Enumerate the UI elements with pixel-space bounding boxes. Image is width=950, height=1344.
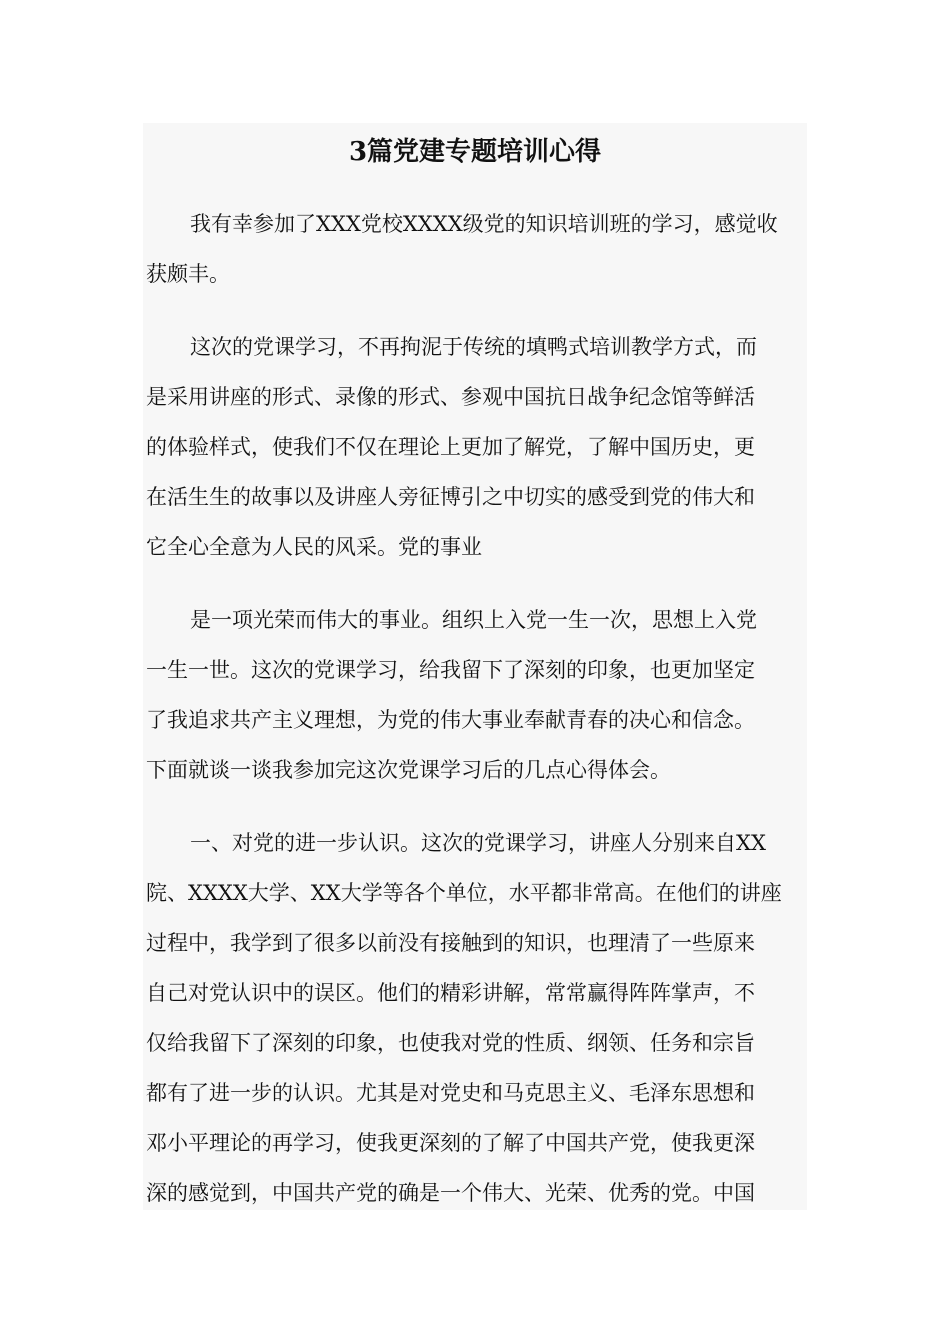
paragraph-2 [146,322,804,572]
paragraph-line: 是采用讲座的形式、录像的形式、参观中国抗日战争纪念馆等鲜活 [146,385,755,409]
paragraph-3 [146,595,804,795]
paragraph-line: 在活生生的故事以及讲座人旁征博引之中切实的感受到党的伟大和 [146,485,755,509]
document-title: 3篇党建专题培训心得 [348,137,602,167]
paragraph-1 [146,199,804,299]
paragraph-line: 一、对党的进一步认识。这次的党课学习，讲座人分别来自XX [190,831,766,855]
paragraph-line: 它全心全意为人民的风采。党的事业 [146,535,482,559]
paragraph-line: 院、XXXX大学、XX大学等各个单位，水平都非常高。在他们的讲座 [146,881,782,905]
document-body [146,199,804,1241]
paragraph-line: 这次的党课学习，不再拘泥于传统的填鸭式培训教学方式，而 [190,335,757,359]
paragraph-line: 我有幸参加了XXX党校XXXX级党的知识培训班的学习，感觉收 [190,212,778,236]
paragraph-line: 深的感觉到，中国共产党的确是一个伟大、光荣、优秀的党。中国 [146,1181,755,1205]
paragraph-4 [146,818,804,1218]
paragraph-line: 了我追求共产主义理想，为党的伟大事业奉献青春的决心和信念。 [146,708,755,732]
paragraph-line: 下面就谈一谈我参加完这次党课学习后的几点心得体会。 [146,758,671,782]
paragraph-line: 获颇丰。 [146,262,230,286]
paragraph-line: 的体验样式，使我们不仅在理论上更加了解党，了解中国历史，更 [146,435,755,459]
paragraph-line: 是一项光荣而伟大的事业。组织上入党一生一次，思想上入党 [190,608,757,632]
paragraph-line: 自己对党认识中的误区。他们的精彩讲解，常常赢得阵阵掌声，不 [146,981,755,1005]
paragraph-line: 仅给我留下了深刻的印象，也使我对党的性质、纲领、任务和宗旨 [146,1031,755,1055]
paragraph-line: 邓小平理论的再学习，使我更深刻的了解了中国共产党，使我更深 [146,1131,755,1155]
paragraph-line: 过程中，我学到了很多以前没有接触到的知识，也理清了一些原来 [146,931,755,955]
paragraph-line: 一生一世。这次的党课学习，给我留下了深刻的印象，也更加坚定 [146,658,755,682]
paragraph-line: 都有了进一步的认识。尤其是对党史和马克思主义、毛泽东思想和 [146,1081,755,1105]
